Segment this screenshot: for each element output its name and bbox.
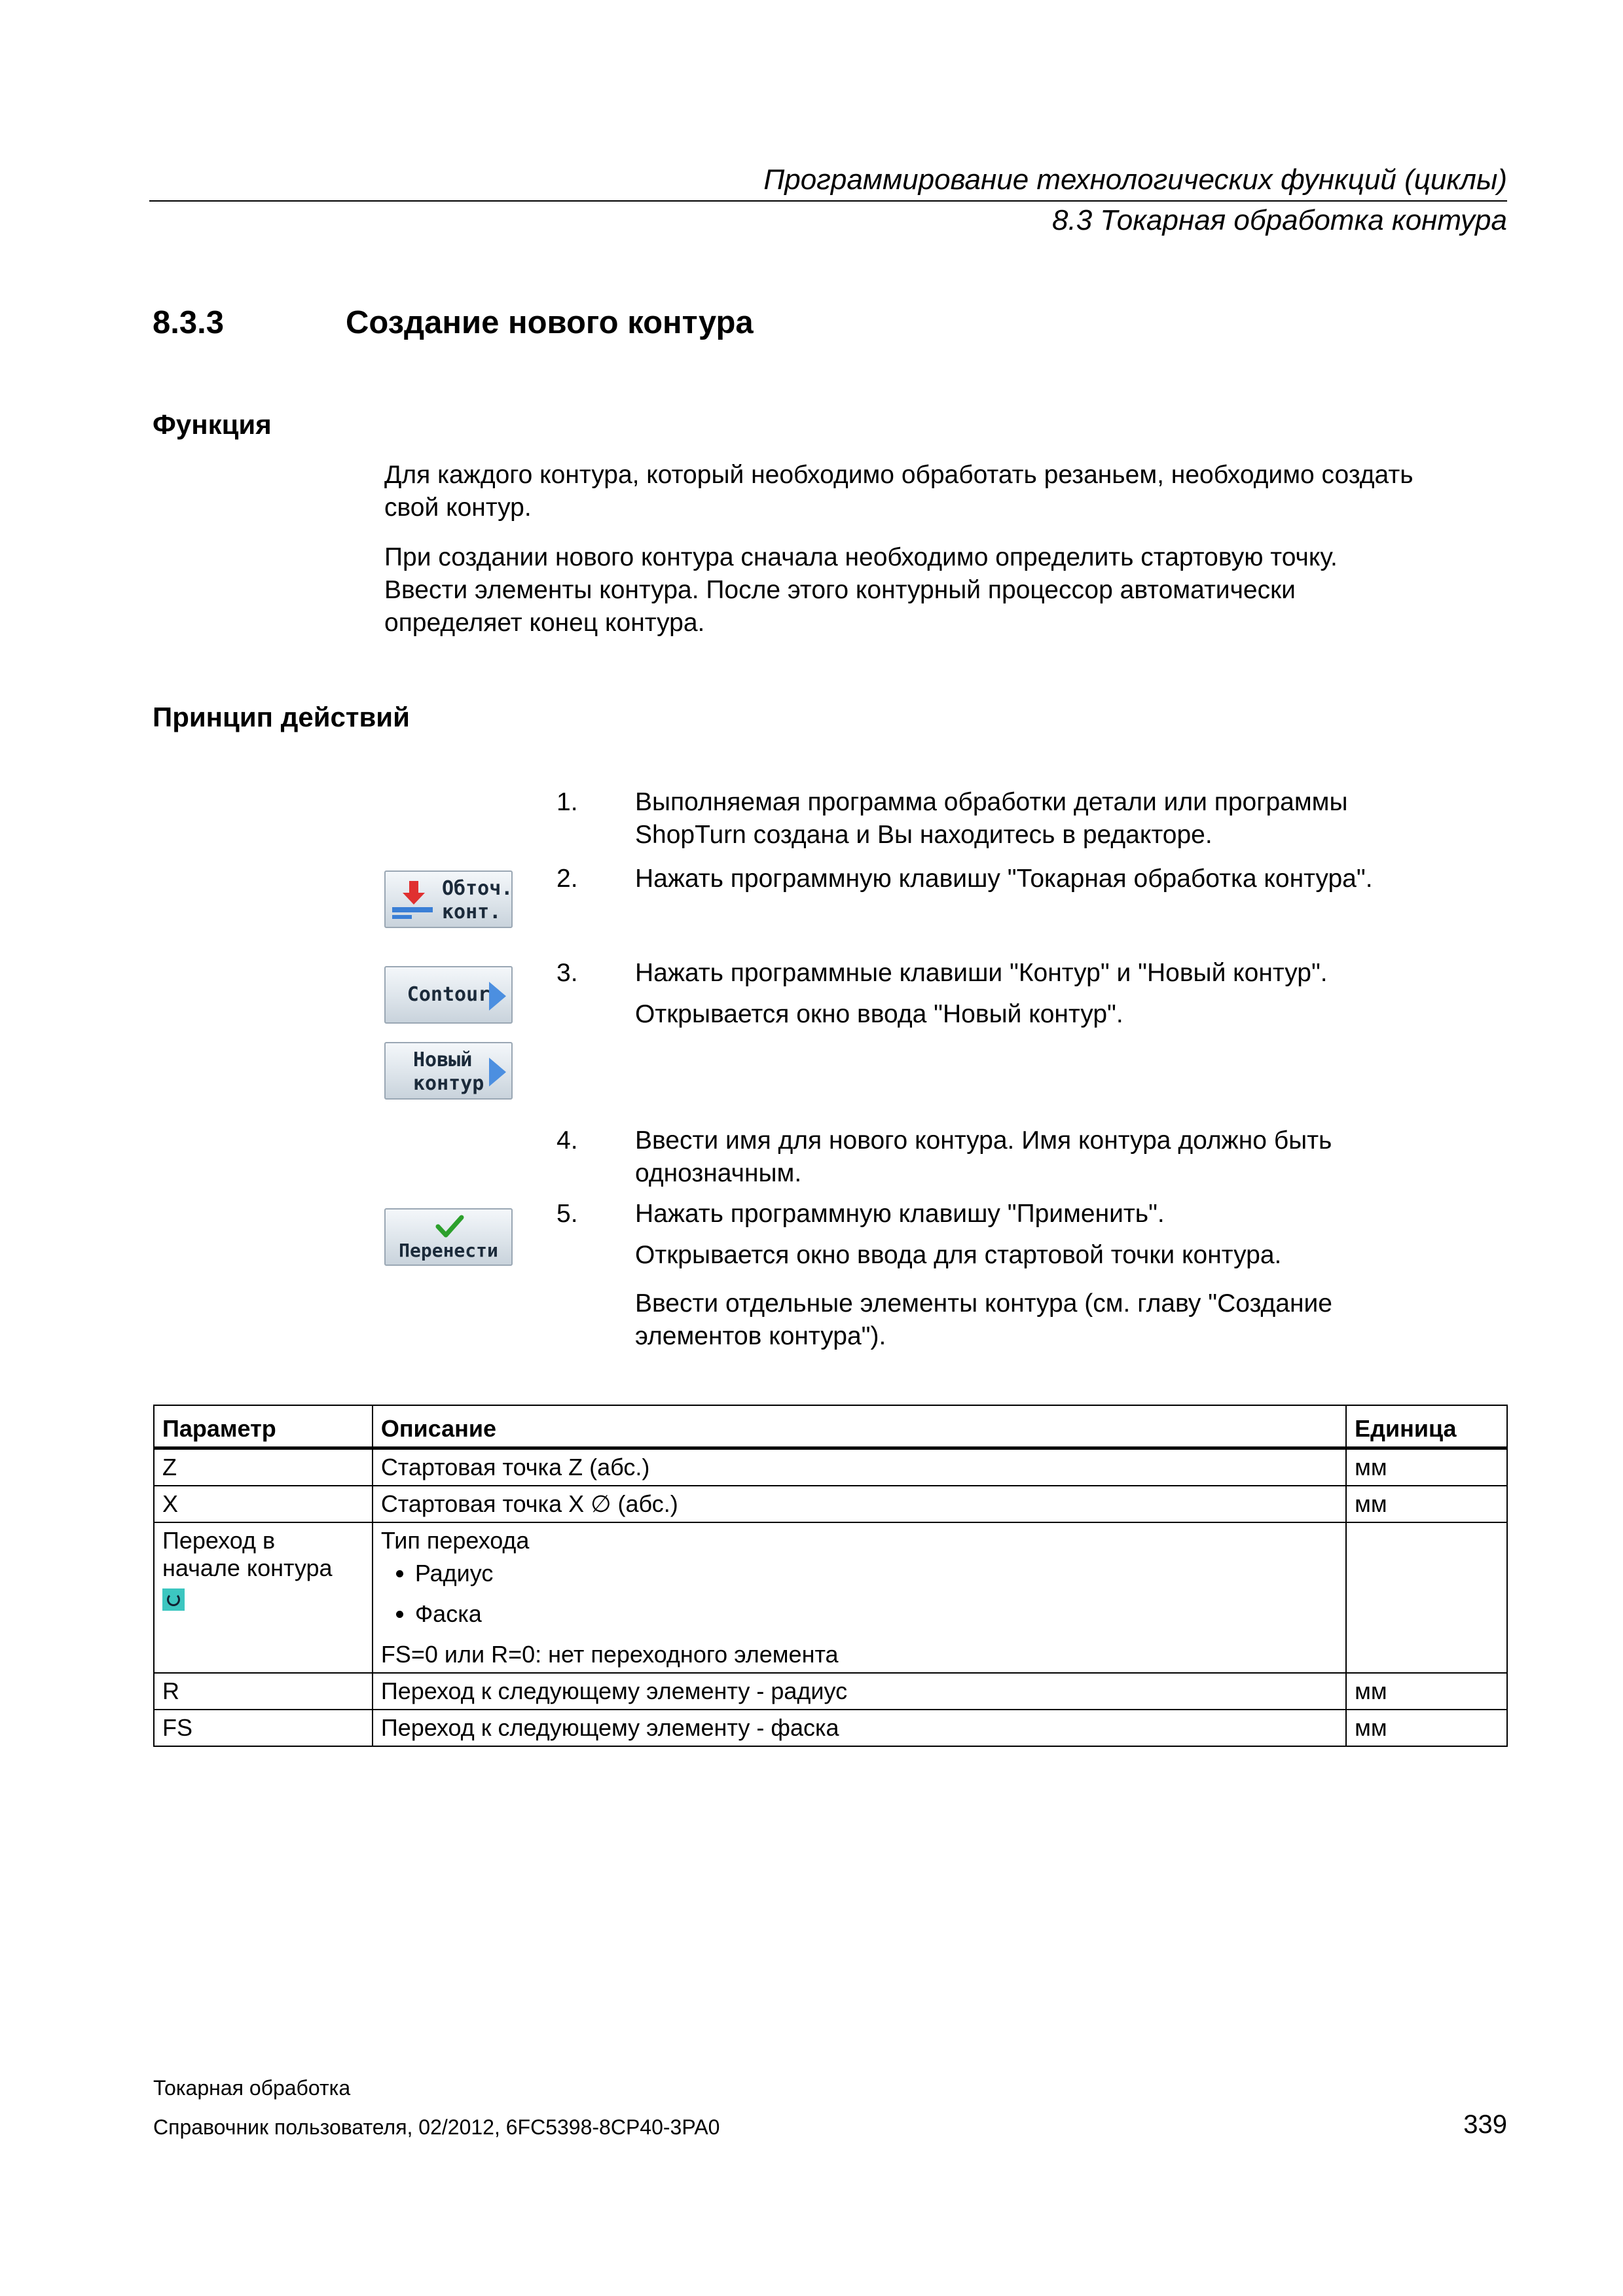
contour-softkey[interactable]	[384, 966, 513, 1024]
text-line: Ввести отдельные элементы контура (см. главу "Создание	[635, 1289, 1332, 1318]
parameter-table	[153, 1405, 1508, 1747]
table-row	[154, 1710, 1507, 1746]
unit-cell: мм	[1346, 1486, 1507, 1522]
param-cell: X	[154, 1486, 373, 1522]
footer-manual-info: Справочник пользователя, 02/2012, 6FC5398-8CP40-3PA0	[153, 2115, 720, 2139]
turning-contour-softkey[interactable]	[384, 870, 513, 928]
text-line: При создании нового контура сначала необходимо определить стартовую точку.	[384, 543, 1338, 571]
step-text	[635, 1124, 1506, 1190]
accept-softkey[interactable]	[384, 1208, 513, 1266]
list-item: • Фаска	[415, 1600, 1338, 1628]
text-line: Нажать программную клавишу "Применить".	[635, 1200, 1165, 1228]
text-line: однозначным.	[635, 1159, 802, 1187]
param-cell	[154, 1522, 373, 1673]
arrow-right-icon	[489, 1058, 506, 1086]
unit-cell: мм	[1346, 1710, 1507, 1746]
softkey-label-line: Новый	[413, 1049, 473, 1071]
desc-cell: Стартовая точка X ∅ (абс.)	[373, 1486, 1346, 1522]
transition-options-list	[381, 1560, 1338, 1628]
softkey-label-line: Обточ.	[442, 877, 513, 900]
column-header-unit: Единица	[1346, 1405, 1507, 1448]
step-number: 1.	[556, 788, 578, 816]
softkey-label: Перенести	[399, 1240, 498, 1261]
table-header-row	[154, 1405, 1507, 1448]
desc-cell: Переход к следующему элементу - фаска	[373, 1710, 1346, 1746]
table-row	[154, 1673, 1507, 1710]
desc-cell	[373, 1522, 1346, 1673]
function-paragraph-2	[384, 541, 1510, 639]
header-rule	[149, 200, 1507, 202]
table-row	[154, 1486, 1507, 1522]
param-cell: FS	[154, 1710, 373, 1746]
softkey-label-line: конт.	[442, 901, 501, 924]
transition-toggle-icon	[162, 1588, 185, 1611]
param-cell: R	[154, 1673, 373, 1710]
unit-cell: мм	[1346, 1448, 1507, 1486]
param-cell: Z	[154, 1448, 373, 1486]
text-line: Тип перехода	[380, 1527, 530, 1554]
section-number: 8.3.3	[153, 305, 224, 340]
text-line: Ввести имя для нового контура. Имя контура должно быть	[635, 1126, 1332, 1155]
function-paragraph-1	[384, 459, 1510, 524]
step-number: 3.	[556, 959, 578, 987]
principle-heading: Принцип действий	[153, 702, 410, 732]
text-line: свой контур.	[384, 493, 532, 522]
text-line: FS=0 или R=0: нет переходного элемента	[380, 1641, 839, 1668]
step-text	[635, 863, 1506, 895]
desc-cell: Стартовая точка Z (абс.)	[373, 1448, 1346, 1486]
running-header-section: 8.3 Токарная обработка контура	[1052, 204, 1507, 236]
arrow-right-icon	[489, 982, 506, 1011]
desc-cell: Переход к следующему элементу - радиус	[373, 1673, 1346, 1710]
table-row	[154, 1522, 1507, 1673]
text-line: Открывается окно ввода "Новый контур".	[635, 1000, 1123, 1028]
checkmark-icon	[435, 1213, 464, 1240]
text-line: определяет конец контура.	[384, 609, 705, 637]
page-number: 339	[1463, 2110, 1507, 2139]
step-text	[635, 1198, 1506, 1353]
text-line: элементов контура").	[635, 1322, 886, 1350]
function-heading: Функция	[153, 409, 272, 440]
softkey-label: Contour	[407, 983, 490, 1006]
text-line: Нажать программную клавишу "Токарная обработка контура".	[635, 865, 1373, 893]
text-line: Выполняемая программа обработки детали или программы	[635, 788, 1348, 816]
text-line: Нажать программные клавиши "Контур" и "Новый контур".	[635, 959, 1328, 987]
unit-cell	[1346, 1522, 1507, 1673]
step-text	[635, 957, 1506, 1031]
step-number: 2.	[556, 865, 578, 893]
step-number: 5.	[556, 1200, 578, 1228]
list-item: • Радиус	[415, 1560, 1338, 1587]
table-row	[154, 1448, 1507, 1486]
section-title: Создание нового контура	[346, 305, 754, 340]
text-line: начале контура	[162, 1554, 333, 1581]
footer-product: Токарная обработка	[153, 2076, 351, 2100]
text-line: Переход в	[162, 1527, 276, 1554]
turning-contour-icon	[392, 878, 433, 923]
step-number: 4.	[556, 1126, 578, 1155]
text-line: Открывается окно ввода для стартовой точки контура.	[635, 1241, 1282, 1269]
running-header-chapter: Программирование технологических функций (циклы)	[763, 164, 1507, 196]
new-contour-softkey[interactable]	[384, 1042, 513, 1100]
column-header-description: Описание	[373, 1405, 1346, 1448]
text-line: ShopTurn создана и Вы находитесь в редакторе.	[635, 821, 1213, 849]
text-line: Для каждого контура, который необходимо обработать резаньем, необходимо создать	[384, 461, 1413, 489]
text-line: Ввести элементы контура. После этого контурный процессор автоматически	[384, 576, 1296, 604]
unit-cell: мм	[1346, 1673, 1507, 1710]
step-text	[635, 786, 1506, 852]
softkey-label-line: контур	[413, 1072, 484, 1095]
column-header-parameter: Параметр	[154, 1405, 373, 1448]
